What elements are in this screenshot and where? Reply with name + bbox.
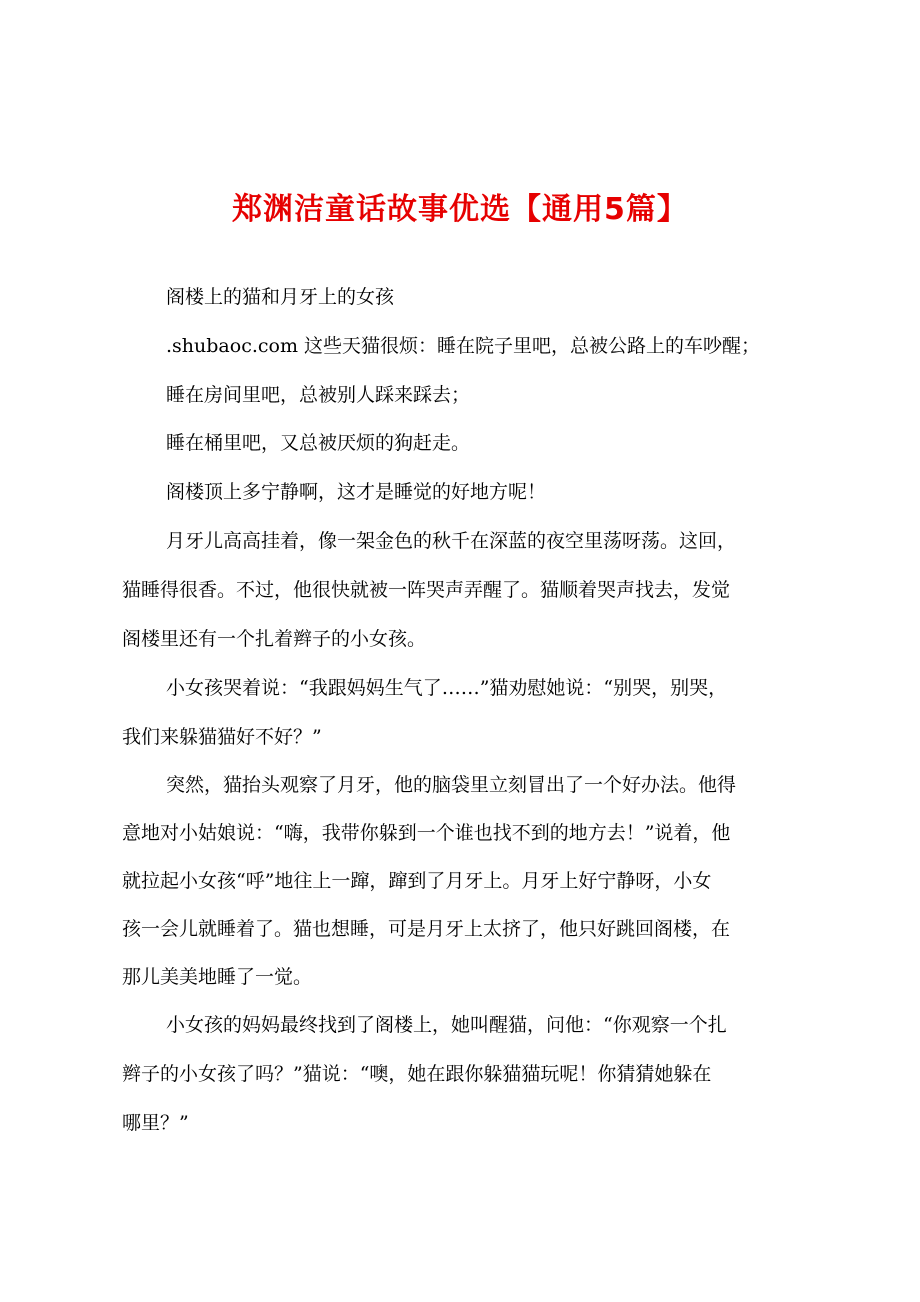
paragraph-line: 小女孩哭着说：“我跟妈妈生气了……”猫劝慰她说：“别哭，别哭， — [166, 677, 728, 699]
paragraph-line: 那儿美美地睡了一觉。 — [122, 966, 313, 988]
paragraph-line: 阁楼里还有一个扎着辫子的小女孩。 — [122, 628, 427, 650]
intro-line: 睡在房间里吧，总被别人踩来踩去； — [166, 384, 471, 406]
paragraph-line: 哪里？” — [122, 1112, 189, 1134]
paragraph-line: 突然，猫抬头观察了月牙，他的脑袋里立刻冒出了一个好办法。他得 — [166, 774, 737, 796]
document-title: 郑渊洁童话故事优选【通用5篇】 — [232, 192, 688, 227]
paragraph-line: 小女孩的妈妈最终找到了阁楼上，她叫醒猫，问他：“你观察一个扎 — [166, 1014, 727, 1036]
paragraph-line: 我们来躲猫猫好不好？” — [122, 726, 322, 748]
story-paragraph-1 — [122, 528, 812, 652]
paragraph-line: 孩一会儿就睡着了。猫也想睡，可是月牙上太挤了，他只好跳回阁楼，在 — [122, 918, 731, 940]
intro-line: 睡在桶里吧，又总被厌烦的狗赶走。 — [166, 432, 471, 454]
paragraph-line: 辫子的小女孩了吗？”猫说：“噢，她在跟你躲猫猫玩呢！你猜猜她躲在 — [122, 1063, 712, 1085]
story-paragraph-3 — [122, 772, 812, 990]
story-paragraph-2 — [122, 675, 812, 750]
paragraph-line: 猫睡得很香。不过，他很快就被一阵哭声弄醒了。猫顺着哭声找去，发觉 — [122, 579, 731, 601]
story-heading: 阁楼上的猫和月牙上的女孩 — [166, 286, 395, 308]
intro-line: 阁楼顶上多宁静啊，这才是睡觉的好地方呢！ — [166, 481, 547, 503]
intro-line: .shubaoc.com 这些天猫很烦：睡在院子里吧，总被公路上的车吵醒； — [166, 335, 761, 357]
paragraph-line: 意地对小姑娘说：“嗨，我带你躲到一个谁也找不到的地方去！”说着，他 — [122, 822, 731, 844]
paragraph-line: 就拉起小女孩“呼”地往上一蹿，蹿到了月牙上。月牙上好宁静呀，小女 — [122, 870, 712, 892]
story-paragraph-4 — [122, 1012, 812, 1136]
paragraph-line: 月牙儿高高挂着，像一架金色的秋千在深蓝的夜空里荡呀荡。这回， — [166, 530, 737, 552]
